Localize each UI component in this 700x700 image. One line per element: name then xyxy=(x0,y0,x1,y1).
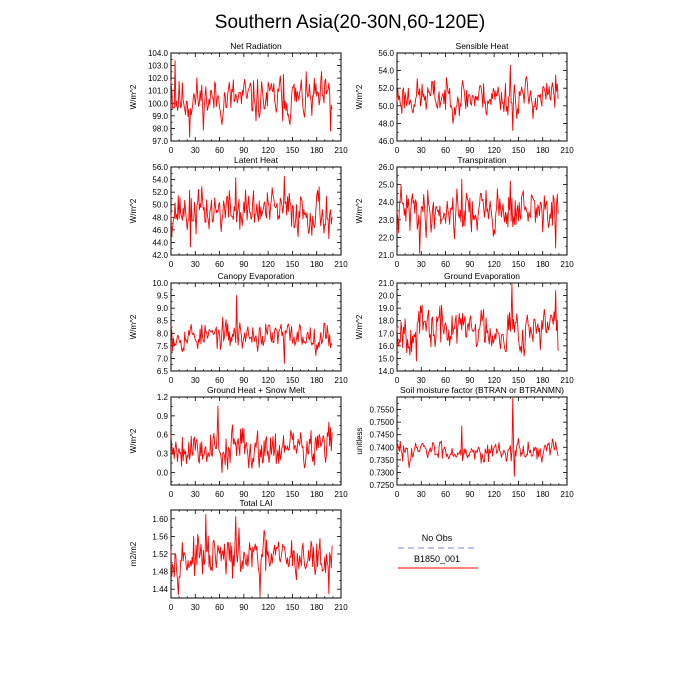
panel-title: Soil moisture factor (BTRAN or BTRANMN) xyxy=(400,385,564,395)
y-tick-label: 20.0 xyxy=(378,291,394,301)
y-tick-label: 52.0 xyxy=(378,84,394,94)
y-tick-label: 100.0 xyxy=(147,99,168,109)
panel-title: Latent Heat xyxy=(234,155,278,165)
series-line-B1850_001 xyxy=(171,406,332,472)
x-tick-label: 210 xyxy=(560,490,574,499)
x-tick-label: 30 xyxy=(416,490,426,499)
x-tick-label: 30 xyxy=(190,376,200,385)
y-tick-label: 0.3 xyxy=(156,449,168,459)
x-tick-label: 90 xyxy=(465,260,475,269)
y-axis-label: unitless xyxy=(355,427,364,455)
x-tick-label: 90 xyxy=(239,490,249,499)
y-tick-label: 8.0 xyxy=(156,329,168,339)
x-tick-label: 90 xyxy=(239,260,249,269)
x-tick-label: 180 xyxy=(310,603,324,612)
y-tick-label: 18.0 xyxy=(378,316,394,326)
y-tick-label: 1.48 xyxy=(152,567,168,577)
x-tick-label: 90 xyxy=(465,490,475,499)
y-tick-label: 1.56 xyxy=(152,532,168,542)
x-tick-label: 60 xyxy=(215,603,225,612)
legend xyxy=(398,533,478,568)
y-tick-label: 0.7550 xyxy=(369,405,394,415)
y-tick-label: 54.0 xyxy=(378,66,394,76)
y-tick-label: 0.6 xyxy=(156,430,168,440)
y-tick-label: 102.0 xyxy=(147,74,168,84)
y-axis-label: W/m^2 xyxy=(355,84,364,110)
y-tick-label: 99.0 xyxy=(152,111,168,121)
x-tick-label: 210 xyxy=(334,376,348,385)
y-tick-label: 17.0 xyxy=(378,329,394,339)
y-tick-label: 15.0 xyxy=(378,354,394,364)
series-line-B1850_001 xyxy=(397,284,558,361)
x-tick-label: 60 xyxy=(215,490,225,499)
x-tick-label: 30 xyxy=(190,146,200,155)
x-tick-label: 60 xyxy=(441,490,451,499)
plot-frame xyxy=(171,283,341,371)
x-tick-label: 150 xyxy=(511,146,526,155)
legend-label-b1850: B1850_001 xyxy=(413,554,461,564)
panel-1 xyxy=(355,41,574,155)
y-tick-label: 50.0 xyxy=(152,200,168,210)
x-tick-label: 210 xyxy=(334,146,348,155)
y-tick-label: 21.0 xyxy=(378,251,394,260)
x-tick-label: 150 xyxy=(285,376,300,385)
x-tick-label: 0 xyxy=(168,260,174,269)
x-tick-label: 0 xyxy=(168,603,174,612)
y-tick-label: 0.7400 xyxy=(369,443,394,453)
series-line-B1850_001 xyxy=(171,176,332,246)
y-tick-label: 56.0 xyxy=(152,163,168,172)
y-tick-label: 98.0 xyxy=(152,124,168,134)
x-tick-label: 120 xyxy=(261,376,275,385)
panel-title: Canopy Evaporation xyxy=(217,271,295,281)
y-tick-label: 56.0 xyxy=(378,49,394,58)
x-tick-label: 30 xyxy=(190,603,200,612)
x-tick-label: 210 xyxy=(560,146,574,155)
y-tick-label: 16.0 xyxy=(378,341,394,351)
x-tick-label: 120 xyxy=(261,146,275,155)
y-tick-label: 103.0 xyxy=(147,61,168,71)
panel-7 xyxy=(355,385,574,499)
y-tick-label: 9.5 xyxy=(156,291,168,301)
x-tick-label: 60 xyxy=(441,146,451,155)
x-tick-label: 0 xyxy=(394,260,400,269)
x-tick-label: 120 xyxy=(487,490,501,499)
y-tick-label: 1.52 xyxy=(152,550,168,559)
y-tick-label: 0.7300 xyxy=(369,468,394,478)
y-axis-label: W/m^2 xyxy=(129,428,138,454)
x-tick-label: 210 xyxy=(560,376,574,385)
y-tick-label: 22.0 xyxy=(378,233,394,243)
x-tick-label: 180 xyxy=(310,146,324,155)
y-tick-label: 101.0 xyxy=(147,86,168,96)
x-tick-label: 30 xyxy=(416,260,426,269)
y-axis-label: W/m^2 xyxy=(129,84,138,110)
y-tick-label: 1.2 xyxy=(156,393,168,402)
y-tick-label: 50.0 xyxy=(378,101,394,111)
x-tick-label: 180 xyxy=(536,376,550,385)
panel-title: Ground Heat + Snow Melt xyxy=(206,385,306,395)
x-tick-label: 0 xyxy=(168,490,174,499)
y-tick-label: 48.0 xyxy=(152,213,168,223)
x-tick-label: 0 xyxy=(168,146,174,155)
y-tick-label: 104.0 xyxy=(147,49,168,58)
panel-4 xyxy=(129,271,348,385)
panel-5 xyxy=(355,271,574,385)
y-tick-label: 0.7350 xyxy=(369,455,394,465)
x-tick-label: 180 xyxy=(310,490,324,499)
y-tick-label: 7.0 xyxy=(156,354,168,364)
x-tick-label: 210 xyxy=(334,260,348,269)
y-tick-label: 25.0 xyxy=(378,180,394,190)
y-tick-label: 0.7250 xyxy=(369,481,394,490)
x-tick-label: 210 xyxy=(334,603,348,612)
series-line-B1850_001 xyxy=(397,65,558,130)
series-line-B1850_001 xyxy=(171,514,332,595)
x-tick-label: 0 xyxy=(168,376,174,385)
x-tick-label: 90 xyxy=(239,603,249,612)
y-tick-label: 9.0 xyxy=(156,304,168,314)
series-line-B1850_001 xyxy=(171,296,332,364)
y-tick-label: 46.0 xyxy=(378,137,394,146)
y-tick-label: 42.0 xyxy=(152,251,168,260)
y-tick-label: 0.9 xyxy=(156,411,168,421)
x-tick-label: 150 xyxy=(285,146,300,155)
x-tick-label: 60 xyxy=(441,376,451,385)
x-tick-label: 60 xyxy=(215,376,225,385)
y-tick-label: 46.0 xyxy=(152,225,168,235)
x-tick-label: 30 xyxy=(190,490,200,499)
y-tick-label: 0.7500 xyxy=(369,418,394,428)
panel-title: Ground Evaporation xyxy=(443,271,521,281)
x-tick-label: 180 xyxy=(536,260,550,269)
y-tick-label: 97.0 xyxy=(152,137,168,146)
panel-3 xyxy=(355,155,574,269)
x-tick-label: 30 xyxy=(416,146,426,155)
x-tick-label: 150 xyxy=(285,260,300,269)
y-tick-label: 19.0 xyxy=(378,304,394,314)
x-tick-label: 180 xyxy=(310,376,324,385)
y-tick-label: 44.0 xyxy=(152,238,168,248)
x-tick-label: 90 xyxy=(465,146,475,155)
x-tick-label: 0 xyxy=(394,490,400,499)
x-tick-label: 180 xyxy=(310,260,324,269)
panel-title: Net Radiation xyxy=(230,41,282,51)
x-tick-label: 120 xyxy=(261,603,275,612)
x-tick-label: 180 xyxy=(536,490,550,499)
y-tick-label: 24.0 xyxy=(378,198,394,208)
y-tick-label: 14.0 xyxy=(378,367,394,376)
y-tick-label: 0.0 xyxy=(156,468,168,478)
x-tick-label: 30 xyxy=(190,260,200,269)
main-title: Southern Asia(20-30N,60-120E) xyxy=(214,12,486,33)
y-tick-label: 10.0 xyxy=(152,279,168,288)
y-tick-label: 48.0 xyxy=(378,119,394,129)
y-tick-label: 52.0 xyxy=(152,188,168,198)
panel-title: Sensible Heat xyxy=(455,41,509,51)
x-tick-label: 120 xyxy=(261,490,275,499)
x-tick-label: 90 xyxy=(239,146,249,155)
y-tick-label: 26.0 xyxy=(378,163,394,172)
x-tick-label: 90 xyxy=(239,376,249,385)
x-tick-label: 210 xyxy=(334,490,348,499)
y-axis-label: W/m^2 xyxy=(355,198,364,224)
x-tick-label: 120 xyxy=(487,146,501,155)
y-axis-label: W/m^2 xyxy=(129,198,138,224)
x-tick-label: 0 xyxy=(394,376,400,385)
x-tick-label: 120 xyxy=(261,260,275,269)
x-tick-label: 150 xyxy=(285,603,300,612)
x-tick-label: 60 xyxy=(215,260,225,269)
series-line-B1850_001 xyxy=(397,179,558,253)
x-tick-label: 0 xyxy=(394,146,400,155)
y-tick-label: 54.0 xyxy=(152,175,168,185)
panel-0 xyxy=(129,41,348,155)
y-tick-label: 21.0 xyxy=(378,279,394,288)
plot-frame xyxy=(397,397,567,485)
x-tick-label: 90 xyxy=(465,376,475,385)
panels xyxy=(129,41,574,612)
x-tick-label: 60 xyxy=(441,260,451,269)
x-tick-label: 120 xyxy=(487,376,501,385)
x-tick-label: 60 xyxy=(215,146,225,155)
panel-title: Total LAI xyxy=(239,498,273,508)
panel-2 xyxy=(129,155,348,269)
y-tick-label: 6.5 xyxy=(156,367,168,376)
y-tick-label: 23.0 xyxy=(378,215,394,225)
x-tick-label: 210 xyxy=(560,260,574,269)
y-axis-label: m2/m2 xyxy=(129,541,138,567)
series-line-B1850_001 xyxy=(397,398,558,476)
panel-8 xyxy=(129,498,348,612)
x-tick-label: 30 xyxy=(416,376,426,385)
y-tick-label: 8.5 xyxy=(156,316,168,326)
panel-title: Transpiration xyxy=(457,155,507,165)
y-tick-label: 1.60 xyxy=(152,514,168,524)
plot-frame xyxy=(171,53,341,141)
x-tick-label: 120 xyxy=(487,260,501,269)
x-tick-label: 150 xyxy=(511,490,526,499)
y-tick-label: 0.7450 xyxy=(369,430,394,440)
y-axis-label: W/m^2 xyxy=(129,314,138,340)
panel-6 xyxy=(129,385,348,499)
y-tick-label: 1.44 xyxy=(152,585,168,595)
x-tick-label: 150 xyxy=(511,260,526,269)
x-tick-label: 150 xyxy=(511,376,526,385)
x-tick-label: 180 xyxy=(536,146,550,155)
series-line-B1850_001 xyxy=(171,61,332,138)
x-tick-label: 150 xyxy=(285,490,300,499)
legend-label-no-obs: No Obs xyxy=(421,533,453,543)
y-axis-label: W/m^2 xyxy=(355,314,364,340)
y-tick-label: 7.5 xyxy=(156,341,168,351)
